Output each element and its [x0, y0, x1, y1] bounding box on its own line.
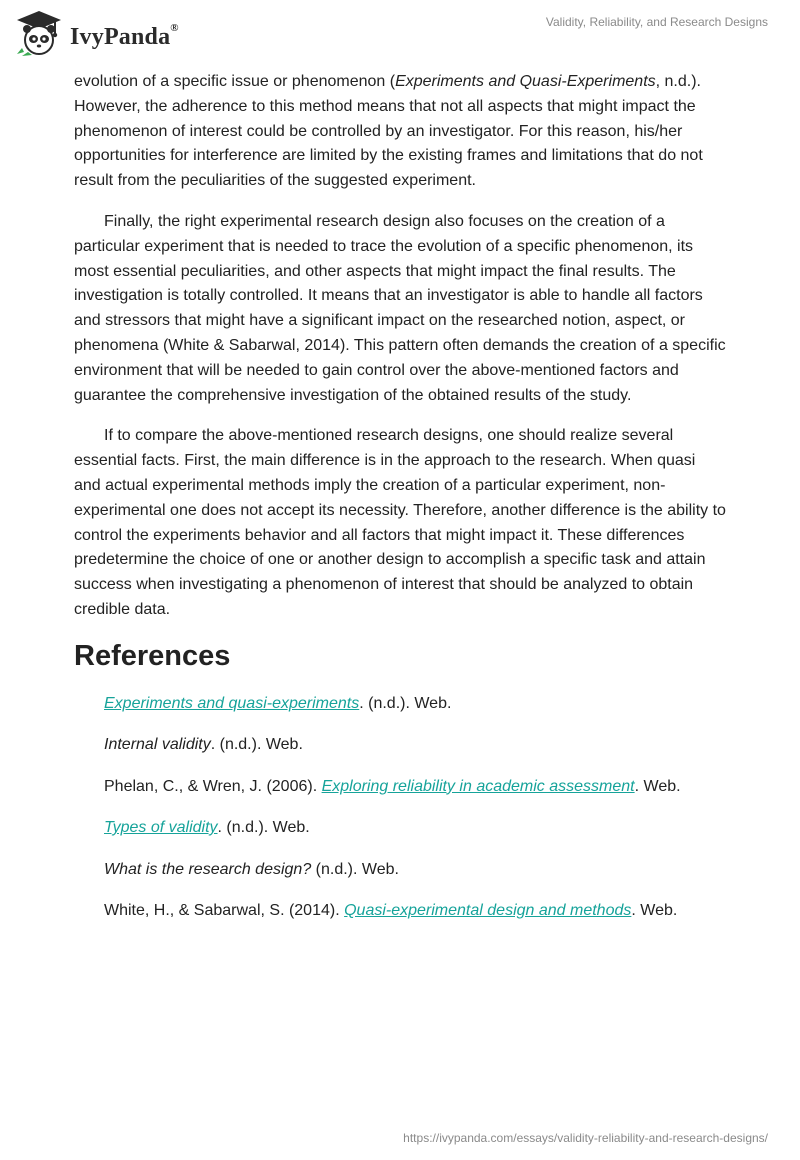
reference-link[interactable]: Exploring reliability in academic assessment: [321, 777, 635, 795]
references-heading: References: [74, 639, 231, 672]
source-url[interactable]: https://ivypanda.com/essays/validity-reliability-and-research-designs/: [403, 1131, 768, 1145]
reference-link[interactable]: Quasi-experimental design and methods: [344, 902, 632, 920]
panda-graduate-icon: [14, 8, 64, 63]
reference-link[interactable]: Types of validity: [104, 819, 218, 837]
reference-item: White, H., & Sabarwal, S. (2014). Quasi-experimental design and methods. Web.: [104, 902, 678, 920]
reference-item: Phelan, C., & Wren, J. (2006). Exploring reliability in academic assessment. Web.: [104, 777, 681, 795]
reference-link[interactable]: Experiments and quasi-experiments: [104, 694, 360, 712]
page-header: [0, 0, 800, 70]
brand-logo[interactable]: [14, 8, 179, 63]
reference-item: Experiments and quasi-experiments. (n.d.). Web.: [104, 694, 452, 712]
reference-list: [74, 692, 726, 924]
reference-item: Types of validity. (n.d.). Web.: [104, 819, 310, 837]
paragraph-3: If to compare the above-mentioned research designs, one should realize several essential facts. First, the main difference is in the approach to the research. When quasi and actual experimental methods imply the creation of a particular experiment, non-experimental one does not accept its necessity. Therefore, another difference is the ability to control the experiments behavior and all factors that might impact it. These differences predetermine the choice of one or another design to accomplish a specific task and attain success when investigating a phenomenon of interest that should be analyzed to obtain credible data.: [74, 427, 726, 618]
reference-item: What is the research design? (n.d.). Web.: [104, 860, 399, 878]
brand-name: IvyPanda®: [70, 22, 179, 50]
paragraph-2: Finally, the right experimental research design also focuses on the creation of a particular experiment that is needed to trace the evolution of a specific phenomenon, its most essential peculiarities, and other aspects that might impact the final results. The investigation is totally controlled. It means that an investigator is able to handle all factors and stressors that might have a significant impact on the researched notion, aspect, or phenomena (White & Sabarwal, 2014). This pattern often demands the creation of a specific environment that will be needed to gain control over the above-mentioned factors and guarantee the comprehensive investigation of the obtained results of the study.: [74, 212, 726, 404]
document-title: Validity, Reliability, and Research Designs: [545, 15, 768, 29]
essay-content: [74, 70, 726, 941]
paragraph-1: evolution of a specific issue or phenomenon (Experiments and Quasi-Experiments, n.d.). However, the adherence to this method means that not all aspects that might impact the phenomenon of interest could be controlled by an investigator. For this reason, his/her opportunities for interference are limited by the existing frames and limitations that do not result from the peculiarities of the suggested experiment.: [74, 73, 703, 190]
reference-item: Internal validity. (n.d.). Web.: [104, 736, 303, 754]
